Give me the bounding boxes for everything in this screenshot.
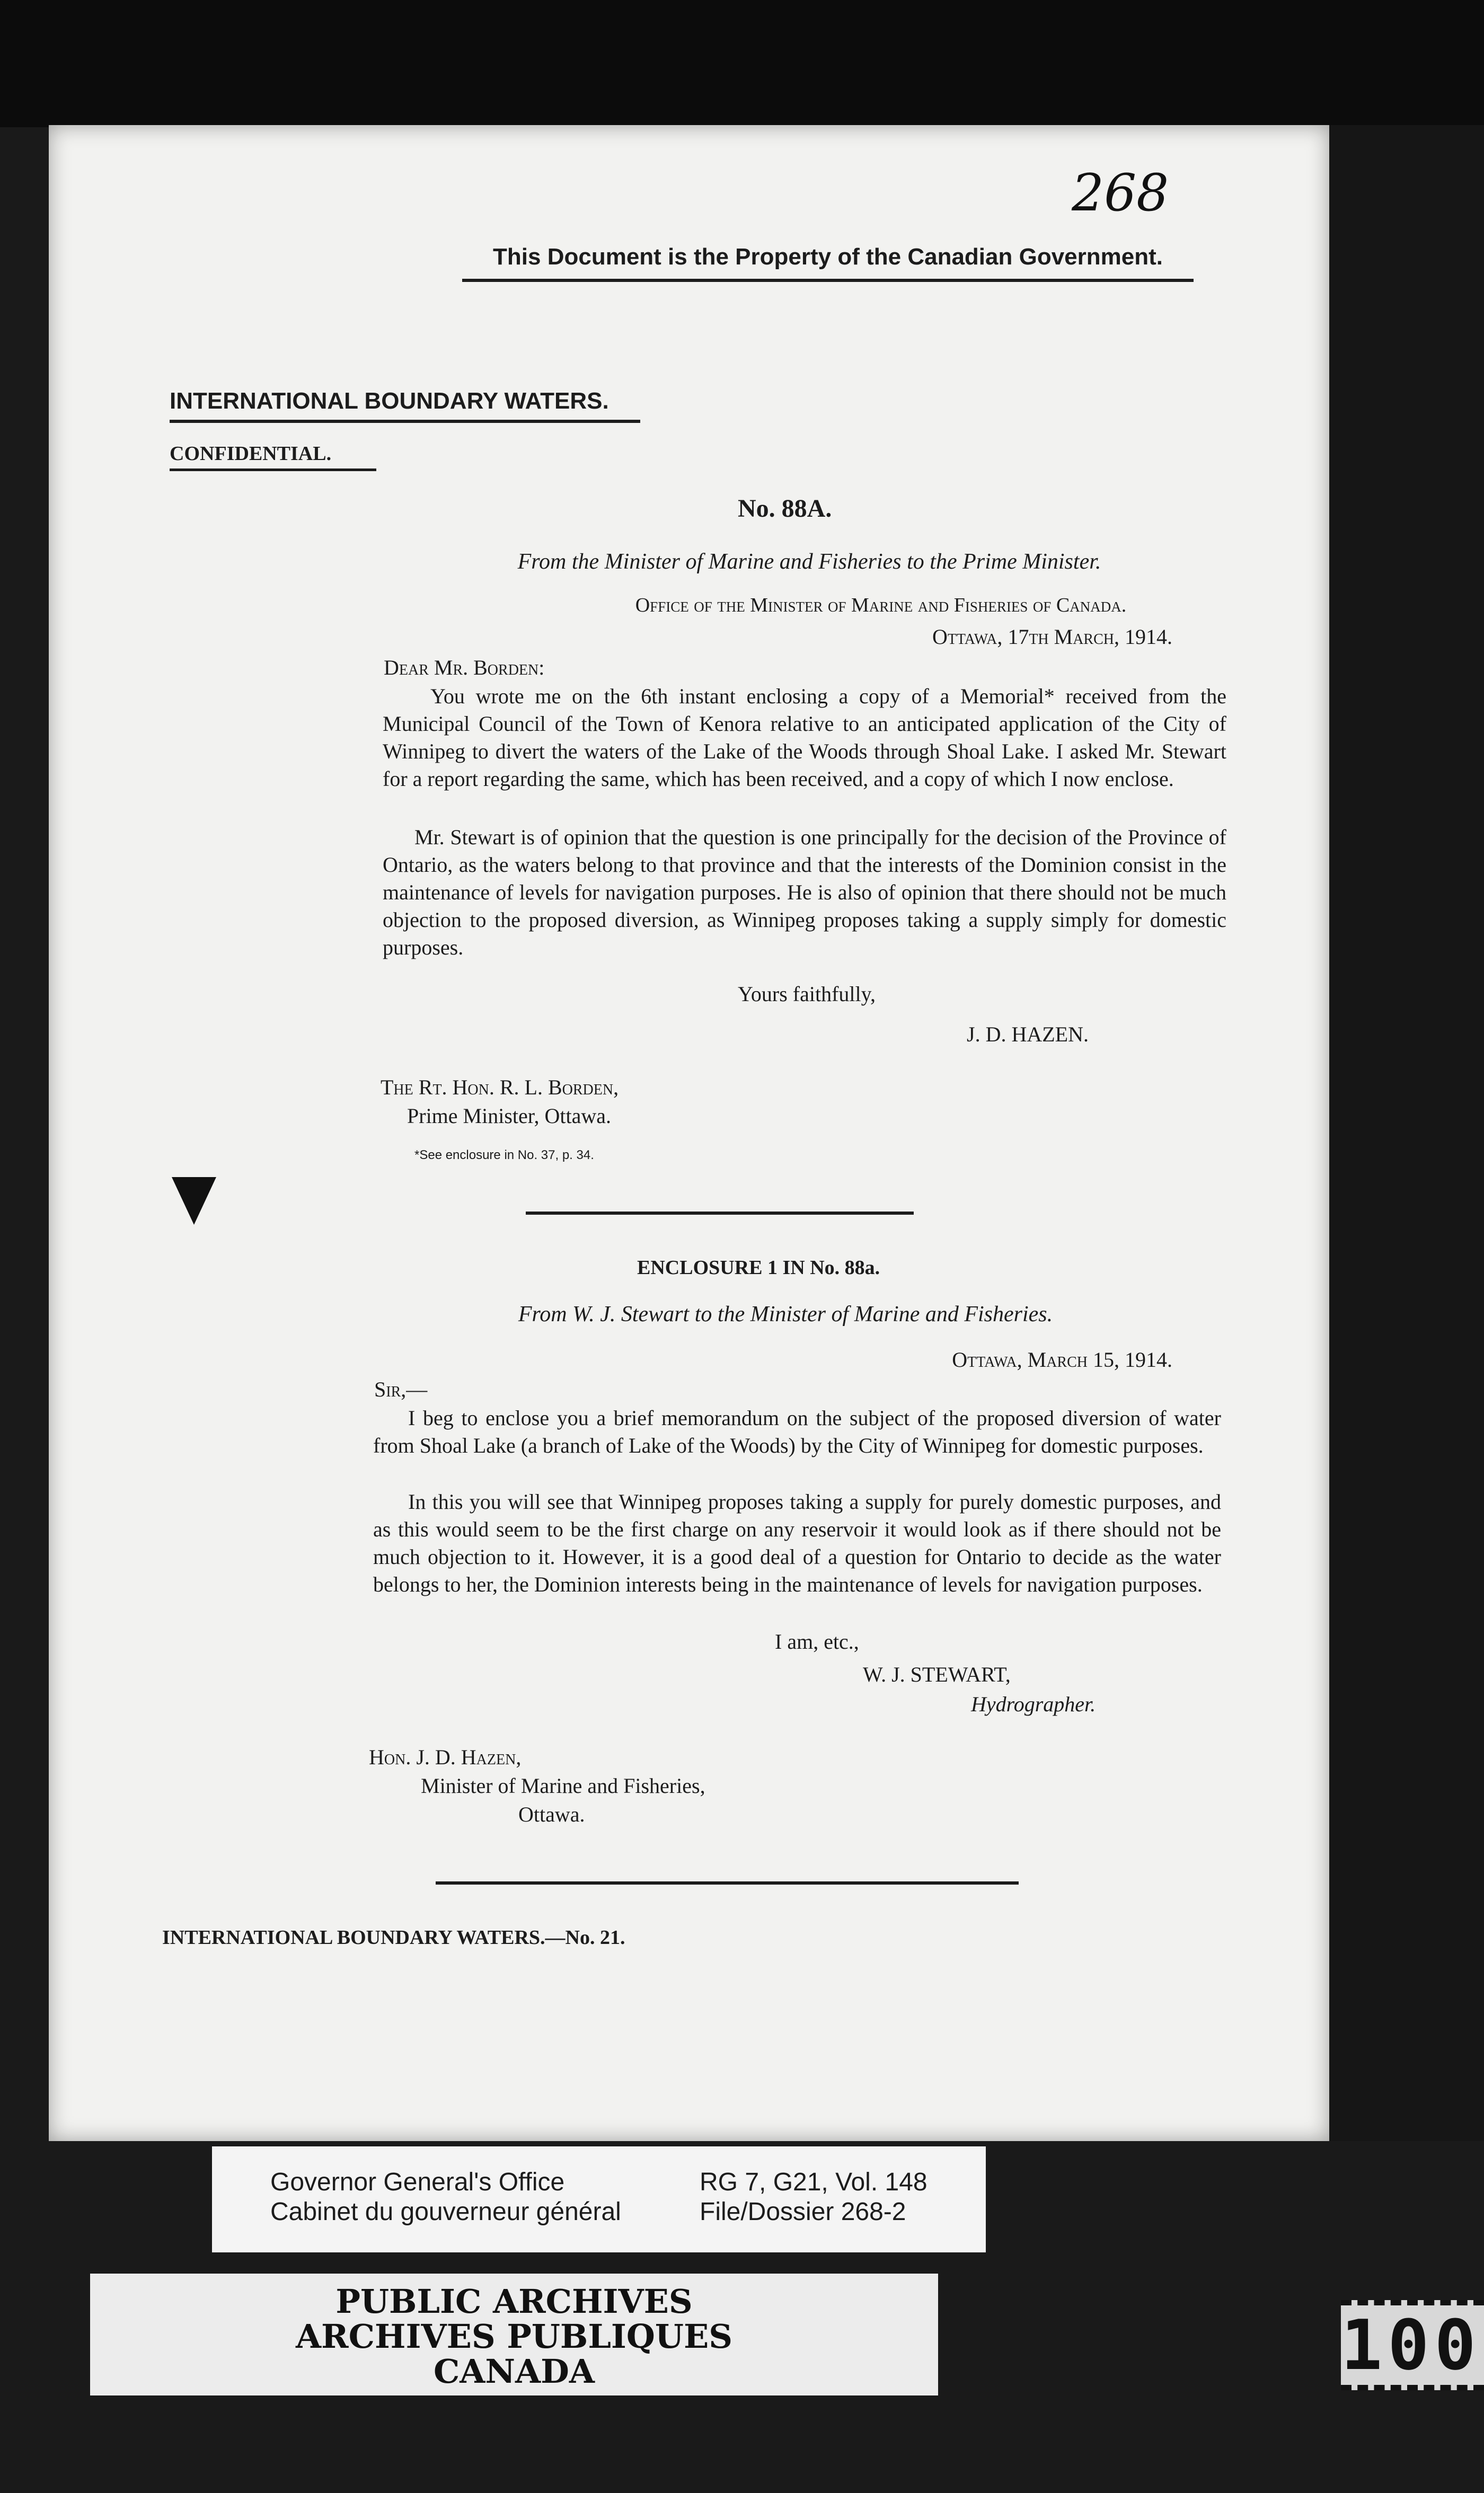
enclosure-paragraph-2: In this you will see that Winnipeg proposes taking a supply for purely domestic purposes, and as this would seem to be the first charge on any reservoir it would look as if there should not be much objection to it. However, it is a good deal of a question for Ontario to decide as the water belongs to her, the Dominion interests being in the maintenance of levels for navigation purposes. bbox=[373, 1490, 1221, 1596]
letter-paragraph-2: Mr. Stewart is of opinion that the question is one principally for the decision of the Province of Ontario, as the waters belong to that province and that the interests of the Dominion consist in the maintenance of levels for navigation purposes. He is also of opinion that there should not be much objection to the proposed diversion, as Winnipeg proposes taking a supply simply for domestic purposes. bbox=[383, 825, 1226, 959]
office-line: Office of the Minister of Marine and Fisheries of Canada. bbox=[635, 594, 1127, 616]
document-page bbox=[49, 125, 1329, 2141]
enclosure-salutation: Sir,— bbox=[374, 1377, 428, 1401]
letter-number: No. 88A. bbox=[738, 494, 832, 523]
archive-stamp-line-1: PUBLIC ARCHIVES bbox=[335, 2282, 693, 2321]
archive-stamp-line-2: ARCHIVES PUBLIQUES bbox=[295, 2317, 733, 2356]
archive-reference: RG 7, G21, Vol. 148 bbox=[700, 2168, 928, 2196]
letter-signature: J. D. HAZEN. bbox=[967, 1022, 1089, 1046]
series-heading-rule bbox=[170, 420, 640, 423]
page-footer: INTERNATIONAL BOUNDARY WATERS.—No. 21. bbox=[162, 1926, 625, 1949]
section-divider bbox=[526, 1212, 914, 1215]
enclosure-subtitle: From W. J. Stewart to the Minister of Marine and Fisheries. bbox=[518, 1302, 1053, 1327]
letter-salutation: Dear Mr. Borden: bbox=[384, 656, 545, 679]
handwritten-folio-number: 268 bbox=[1072, 163, 1169, 223]
enclosure-paragraph-1: I beg to enclose you a brief memorandum on the subject of the proposed diversion of water from Shoal Lake (a branch of Lake of the Woods) by the City of Winnipeg for domestic purposes. bbox=[373, 1406, 1221, 1457]
enclosure-place-date: Ottawa, March 15, 1914. bbox=[952, 1348, 1172, 1372]
archive-stamp bbox=[90, 2274, 938, 2395]
enclosure-signatory-title: Hydrographer. bbox=[971, 1692, 1096, 1716]
property-notice-rule bbox=[462, 279, 1194, 282]
closing-divider bbox=[436, 1881, 1019, 1885]
letter-paragraph-1: You wrote me on the 6th instant enclosing a copy of a Memorial* received from the Municipal Council of the Town of Kenora relative to an anticipated application of the City of Winnipeg to divert the waters of the Lake of the Woods through Shoal Lake. I asked Mr. Stewart for a report regarding the same, which has been received, and a copy of which I now enclose. bbox=[383, 684, 1226, 791]
archive-reference-label bbox=[212, 2146, 986, 2252]
enclosure-signature: W. J. STEWART, bbox=[863, 1663, 1011, 1686]
enclosure-addressee-1: Hon. J. D. Hazen, bbox=[369, 1745, 522, 1769]
addressee-line-2: Prime Minister, Ottawa. bbox=[407, 1104, 611, 1128]
enclosure-heading: ENCLOSURE 1 IN No. 88a. bbox=[637, 1257, 880, 1279]
enclosure-addressee-2: Minister of Marine and Fisheries, bbox=[421, 1774, 705, 1798]
addressee-line-1: The Rt. Hon. R. L. Borden, bbox=[381, 1075, 619, 1099]
archive-office-en: Governor General's Office bbox=[270, 2168, 565, 2196]
archive-file-number: File/Dossier 268-2 bbox=[700, 2198, 906, 2226]
letter-subtitle: From the Minister of Marine and Fisheries to the Prime Minister. bbox=[517, 550, 1101, 574]
enclosure-closing: I am, etc., bbox=[775, 1630, 859, 1654]
margin-mark-icon bbox=[172, 1177, 216, 1225]
letter-closing: Yours faithfully, bbox=[738, 982, 876, 1006]
microfilm-frame-number: 100 bbox=[1341, 2300, 1484, 2390]
letter-place-date: Ottawa, 17th March, 1914. bbox=[932, 625, 1172, 649]
series-heading: INTERNATIONAL BOUNDARY WATERS. bbox=[170, 388, 609, 414]
archive-office-fr: Cabinet du gouverneur général bbox=[270, 2198, 621, 2226]
classification-rule bbox=[170, 468, 376, 471]
classification-label: CONFIDENTIAL. bbox=[170, 443, 332, 465]
property-notice: This Document is the Property of the Canadian Government. bbox=[493, 244, 1163, 270]
film-border-right bbox=[1329, 125, 1484, 2141]
footnote: *See enclosure in No. 37, p. 34. bbox=[414, 1148, 594, 1162]
film-border-top bbox=[0, 0, 1484, 127]
enclosure-addressee-3: Ottawa. bbox=[518, 1802, 585, 1826]
archive-stamp-line-3: CANADA bbox=[433, 2352, 595, 2391]
